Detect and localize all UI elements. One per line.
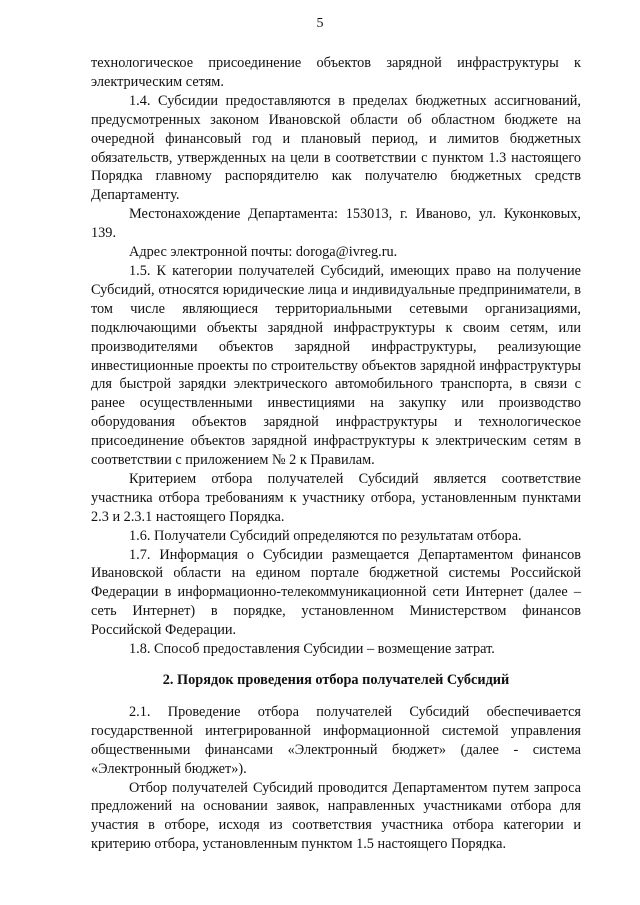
paragraph-1-8: 1.8. Способ предоставления Субсидии – возмещение затрат. (129, 641, 495, 658)
paragraph-1-4: 1.4. Субсидии предоставляются в пределах бюджетных ассигнований, предусмотренных законом Ивановской области об областном бюджете на очередной финансовый год и плановый период, и лимитов бюджетных обязательств, утвержденных на цели в соответствии с пунктом 1.3 настоящего Порядка главному распорядителю как получателю бюджетных средств Департаменту. (91, 92, 581, 204)
paragraph-location: Местонахождение Департамента: 153013, г. Иваново, ул. Куконковых, 139. (91, 206, 581, 242)
paragraph-1-5: 1.5. К категории получателей Субсидий, имеющих право на получение Субсидий, относятся юридические лица и индивидуальные предприниматели, в том числе являющиеся территориальными сетевыми организациями, подключающими объекты зарядной инфраструктуры к своим сетям, или производителями объектов зарядной инфраструктуры, реализующие инвестиционные проекты по строительству объектов зарядной инфраструктуры для быстрой зарядки электрического автомобильного транспорта, в связи с ранее осуществленными инвестициями на закупку или производство оборудования объектов зарядной инфраструктуры и технологическое присоединение объектов зарядной инфраструктуры к электрическим сетям в соответствии с приложением № 2 к Правилам. (91, 262, 581, 469)
section-heading: 2. Порядок проведения отбора получателей Субсидий (162, 672, 510, 688)
paragraph-1-6: 1.6. Получатели Субсидий определяются по результатам отбора. (129, 527, 522, 544)
paragraph-email: Адрес электронной почты: doroga@ivreg.ru. (129, 244, 398, 261)
paragraph-1-7: 1.7. Информация о Субсидии размещается Департаментом финансов Ивановской области на едином портале бюджетной системы Российской Федерации в информационно-телекоммуникационной сети Интернет (далее – сеть Интернет) в порядке, установленном Министерством финансов Российской Федерации. (91, 546, 581, 639)
document-body (91, 54, 581, 854)
page-number: 5 (316, 16, 324, 31)
paragraph-selection: Отбор получателей Субсидий проводится Департаментом путем запроса предложений на основании заявок, направленных участниками отбора для участия в отборе, исходя из соответствия участника отбора категории и критерию отбора, установленным пунктом 1.5 настоящего Порядка. (91, 779, 581, 853)
paragraph-continuation: технологическое присоединение объектов зарядной инфраструктуры к электрическим сетям. (91, 55, 581, 90)
paragraph-criterion: Критерием отбора получателей Субсидий является соответствие участника отбора требованиям к участнику отбора, установленным пунктами 2.3 и 2.3.1 настоящего Порядка. (91, 470, 581, 525)
paragraph-2-1: 2.1. Проведение отбора получателей Субсидий обеспечивается государственной интегрированной информационной системой управления общественными финансами «Электронный бюджет» (далее - система «Электронный бюджет»). (91, 703, 581, 777)
